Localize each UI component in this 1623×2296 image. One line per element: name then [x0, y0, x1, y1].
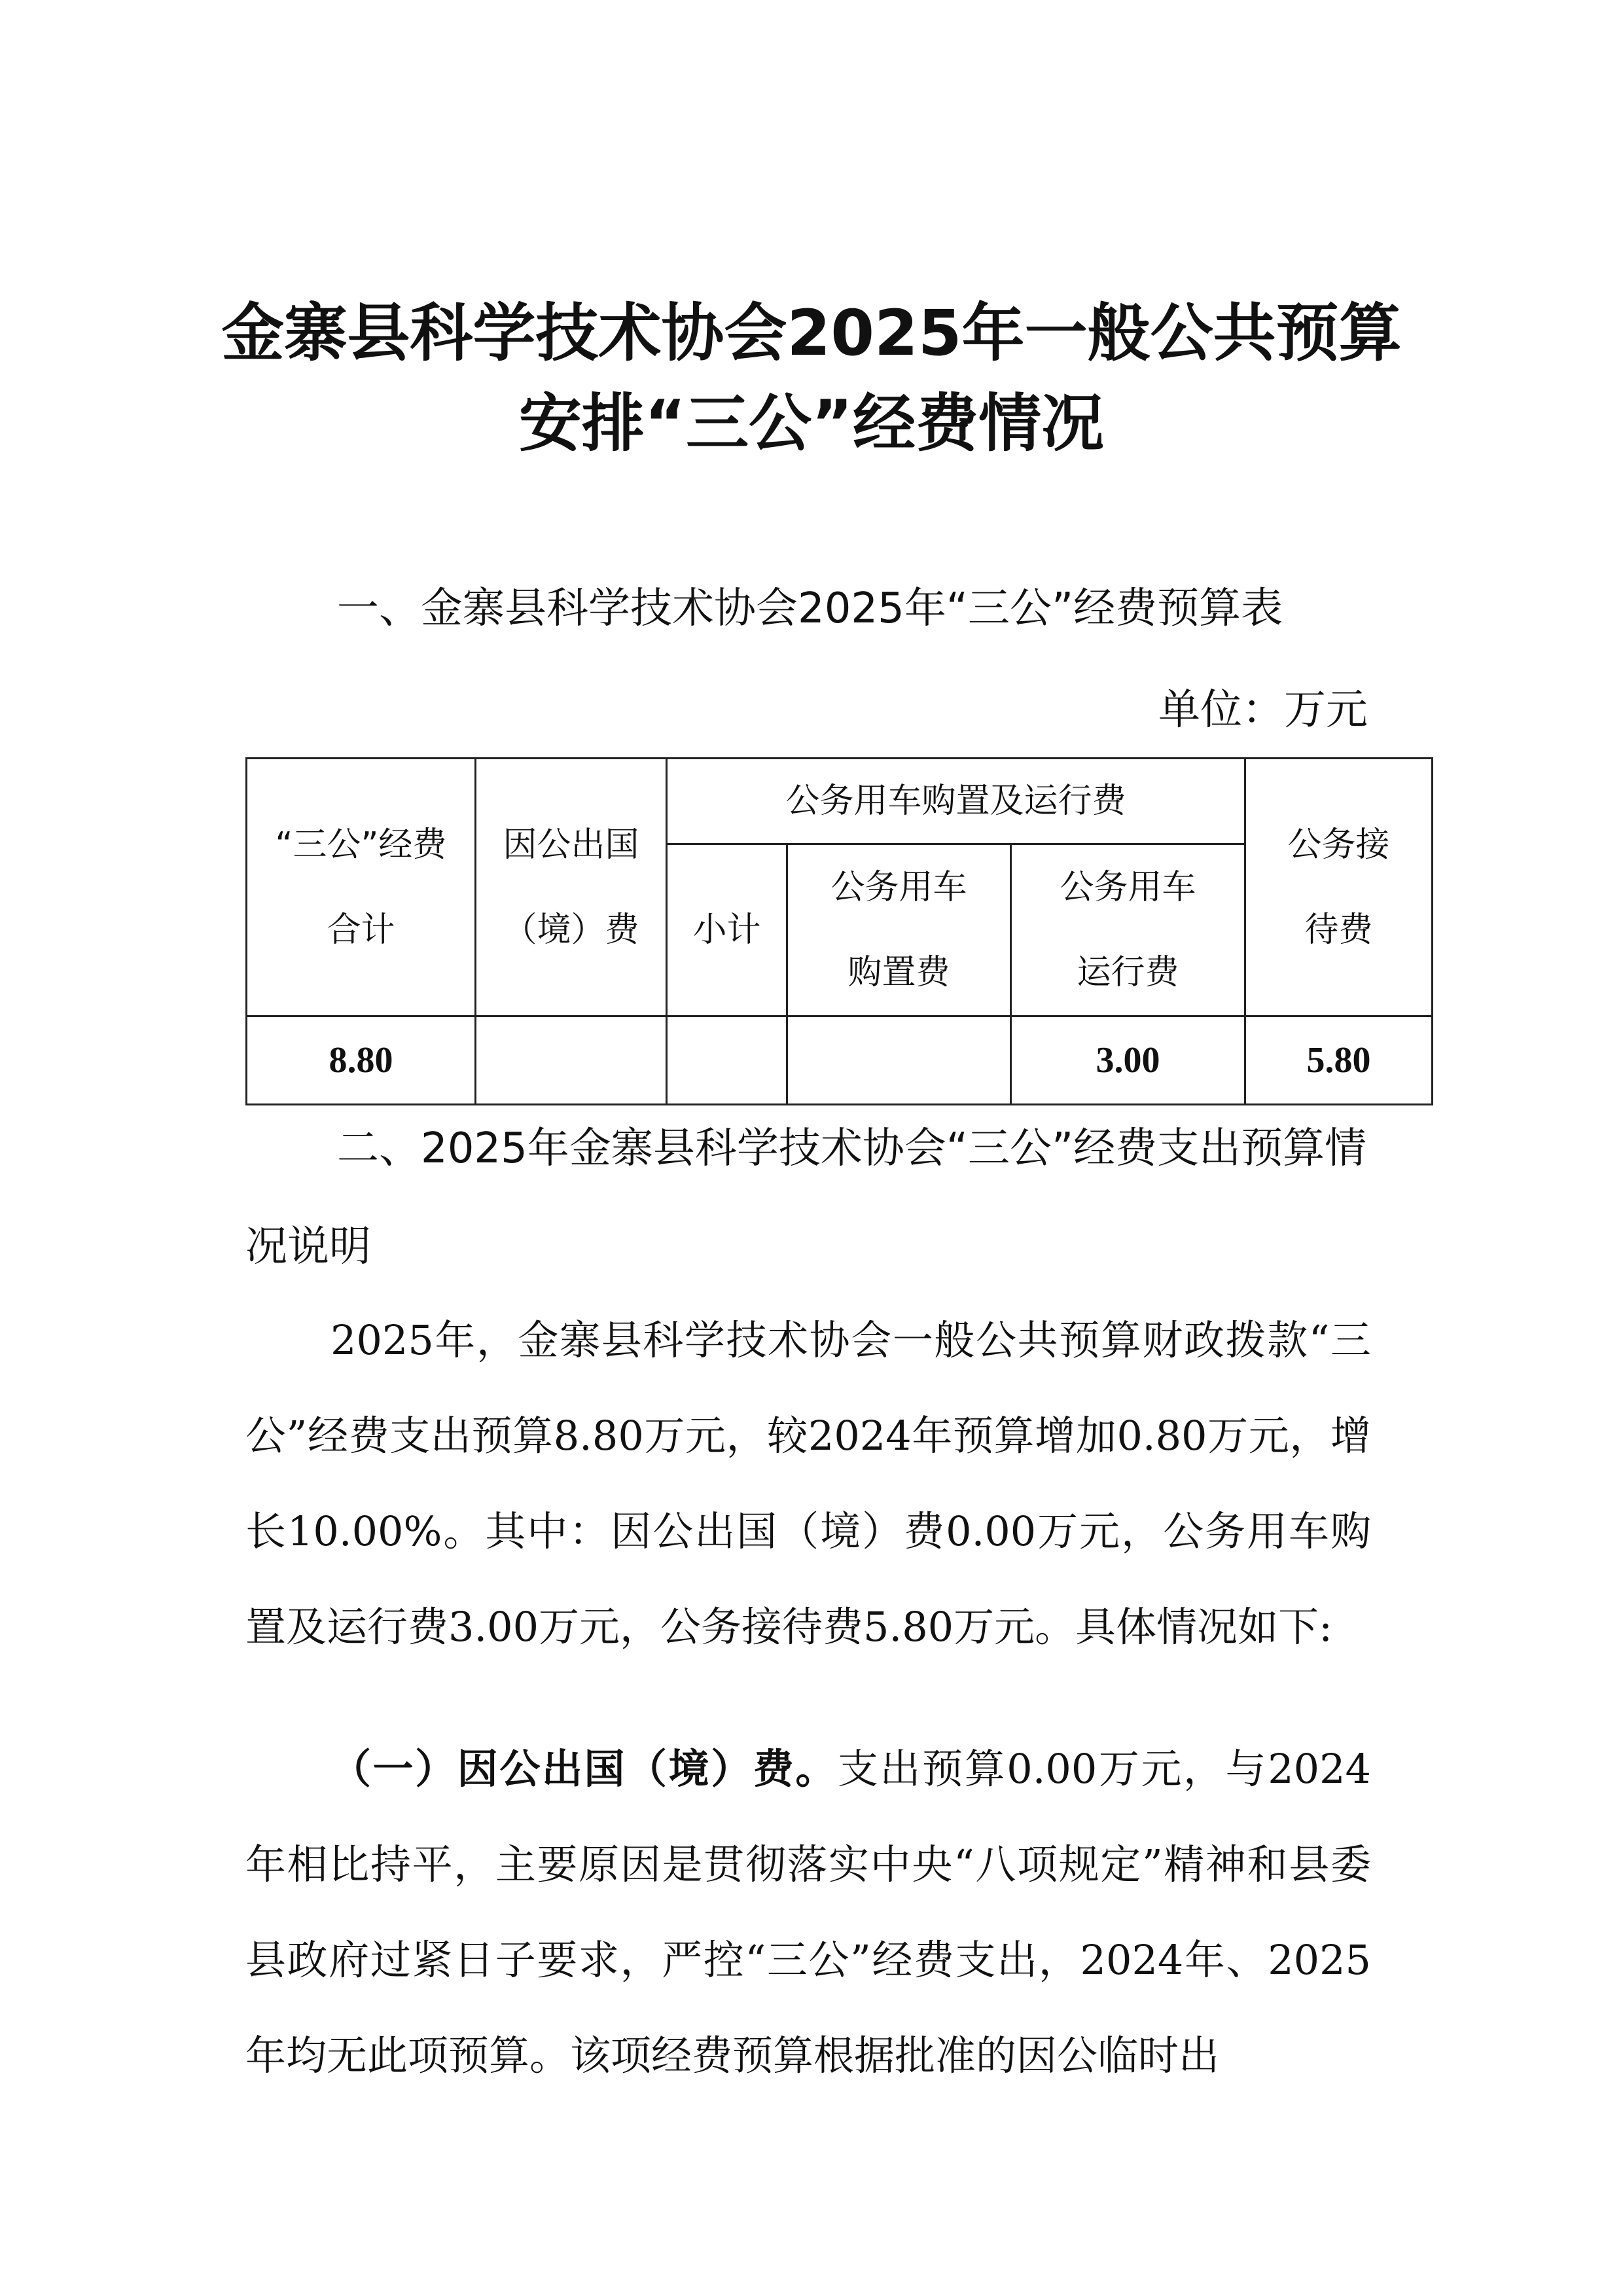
value-reception: 5.80 — [1245, 1016, 1433, 1105]
header-subtotal: 小计 — [667, 844, 787, 1016]
document-title — [0, 288, 1623, 469]
paragraph-travel — [245, 1721, 1371, 2104]
value-subtotal — [667, 1016, 787, 1105]
header-vehicle-group: 公务用车购置及运行费 — [667, 759, 1245, 844]
value-operation: 3.00 — [1011, 1016, 1245, 1105]
table-row — [247, 1016, 1433, 1105]
unit-label: 单位：万元 — [1158, 686, 1368, 734]
header-purchase: 公务用车购置费 — [787, 844, 1011, 1016]
header-reception: 公务接待费 — [1245, 759, 1433, 1016]
paragraph-travel-lead: （一）因公出国（境）费。 — [330, 1745, 838, 1793]
section2-heading: 二、2025年金寨县科学技术协会“三公”经费支出预算情况说明 — [245, 1124, 1367, 1271]
value-total: 8.80 — [247, 1016, 476, 1105]
section1-heading: 一、金寨县科学技术协会2025年“三公”经费预算表 — [337, 584, 1283, 633]
header-travel: 因公出国（境）费 — [476, 759, 667, 1016]
table-header-row-1 — [247, 759, 1433, 844]
header-operation: 公务用车运行费 — [1011, 844, 1245, 1016]
header-total: “三公”经费合计 — [247, 759, 476, 1016]
title-line-1: 金寨县科学技术协会2025年一般公共预算 — [221, 296, 1402, 370]
value-purchase — [787, 1016, 1011, 1105]
budget-table — [245, 757, 1433, 1105]
paragraph-summary: 2025年，金寨县科学技术协会一般公共预算财政拨款“三公”经费支出预算8.80万元，较2024年预算增加0.80万元，增长10.00%。其中：因公出国（境）费0.00万元，公务用车购置及运行费3.00万元，公务接待费5.80万元。具体情况如下: — [245, 1316, 1371, 1651]
paragraph-travel-body: 支出预算0.00万元，与2024年相比持平，主要原因是贯彻落实中央“八项规定”精神和县委县政府过紧日子要求，严控“三公”经费支出，2024年、2025年均无此项预算。该项经费预算根据批准的因公临时出 — [245, 1745, 1371, 2079]
title-line-2: 安排“三公”经费情况 — [518, 387, 1105, 460]
value-travel — [476, 1016, 667, 1105]
